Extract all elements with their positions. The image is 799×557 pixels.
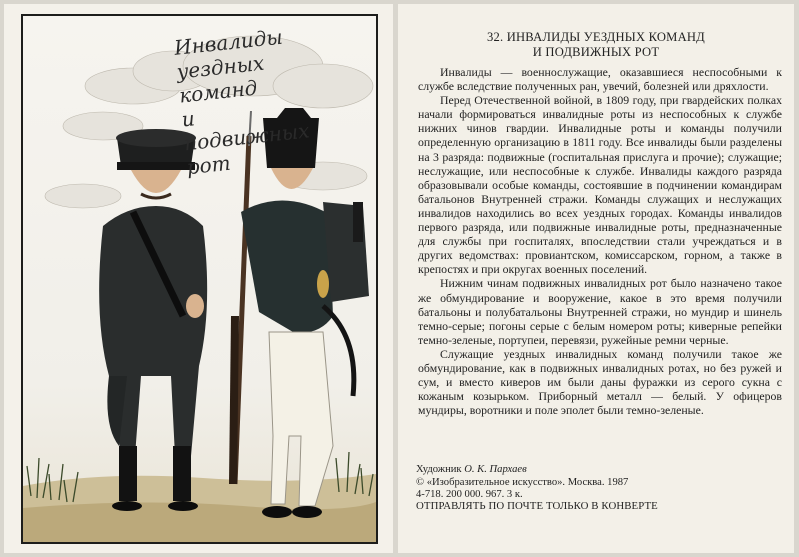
illustration-caption: Инвалиды уездных команд и подвижных рот: [173, 24, 311, 180]
mail-note: ОТПРАВЛЯТЬ ПО ПОЧТЕ ТОЛЬКО В КОНВЕРТЕ: [416, 500, 658, 512]
paragraph: Служащие уездных инвалидных команд получили такое же обмундирование, как в подвижных инвалидных ротах, но без ружей и сум, и вместо киверов им были даны фуражки из серого сукна с кожаным козырьком. Приборный металл — белый. У офицеров мундиры, воротники и поле эполет были темно-зеленые.: [418, 346, 782, 418]
catalog-line: 4-718. 200 000. 967. 3 к.: [416, 489, 523, 500]
page-title: 32. ИНВАЛИДЫ УЕЗДНЫХ КОМАНД И ПОДВИЖНЫХ РОТ: [487, 30, 705, 59]
artist-name: О. К. Пархаев: [464, 464, 527, 475]
left-soldier: [99, 129, 207, 511]
paragraph: Инвалиды — военнослужащие, оказавшиеся неспособными к службе вследствие полученных ран, увечий, болезней или дряхлости.: [418, 65, 782, 94]
illustration-frame: [21, 14, 378, 544]
paragraph: Перед Отечественной войной, в 1809 году, при гвардейских полках начали формироваться инвалидные роты из неспособных к службе нижних чинов гвардии. Инвалидные роты и команды получили определенную организацию в 1811 году. Все инвалиды были разделены на 3 разряда: подвижные (госпитальная прислуга и прочие); служащие; неслужащие, или неспособные к службе. Инвалиды каждого разряда образовывали особые команды, состоявшие в подчинении командирам батальонов Внутренней стражи. Команды служащих и неслужащих инвалидов находились во всех уездных городах. Команды инвалидов первого разряда, или подвижные инвалидные роты, предназначенные для службы при госпиталях, впоследствии стали учреждаться и в других ведомствах: провиантском, комиссарском, горном, а также в крепостях и при округах военных поселений.: [418, 93, 782, 277]
body-text: [418, 65, 782, 417]
paragraph: Нижним чинам подвижных инвалидных рот было назначено такое же обмундирование и вооружение, какое в это время получили батальоны и полубатальоны Внутренней стражи, но мундир и шинель темно-серые; погоны серые с белым номером роты; киверные репейки темно-зеленые, портупеи, перевязи, ружейные ремни черные.: [418, 276, 782, 347]
artist-label: Художник: [416, 464, 462, 475]
publisher-line: © «Изобразительное искусство». Москва. 1987: [416, 476, 629, 488]
artist-line: [416, 464, 780, 477]
illustration-card: [4, 4, 393, 553]
credits: [416, 464, 780, 502]
text-page: [398, 4, 794, 553]
